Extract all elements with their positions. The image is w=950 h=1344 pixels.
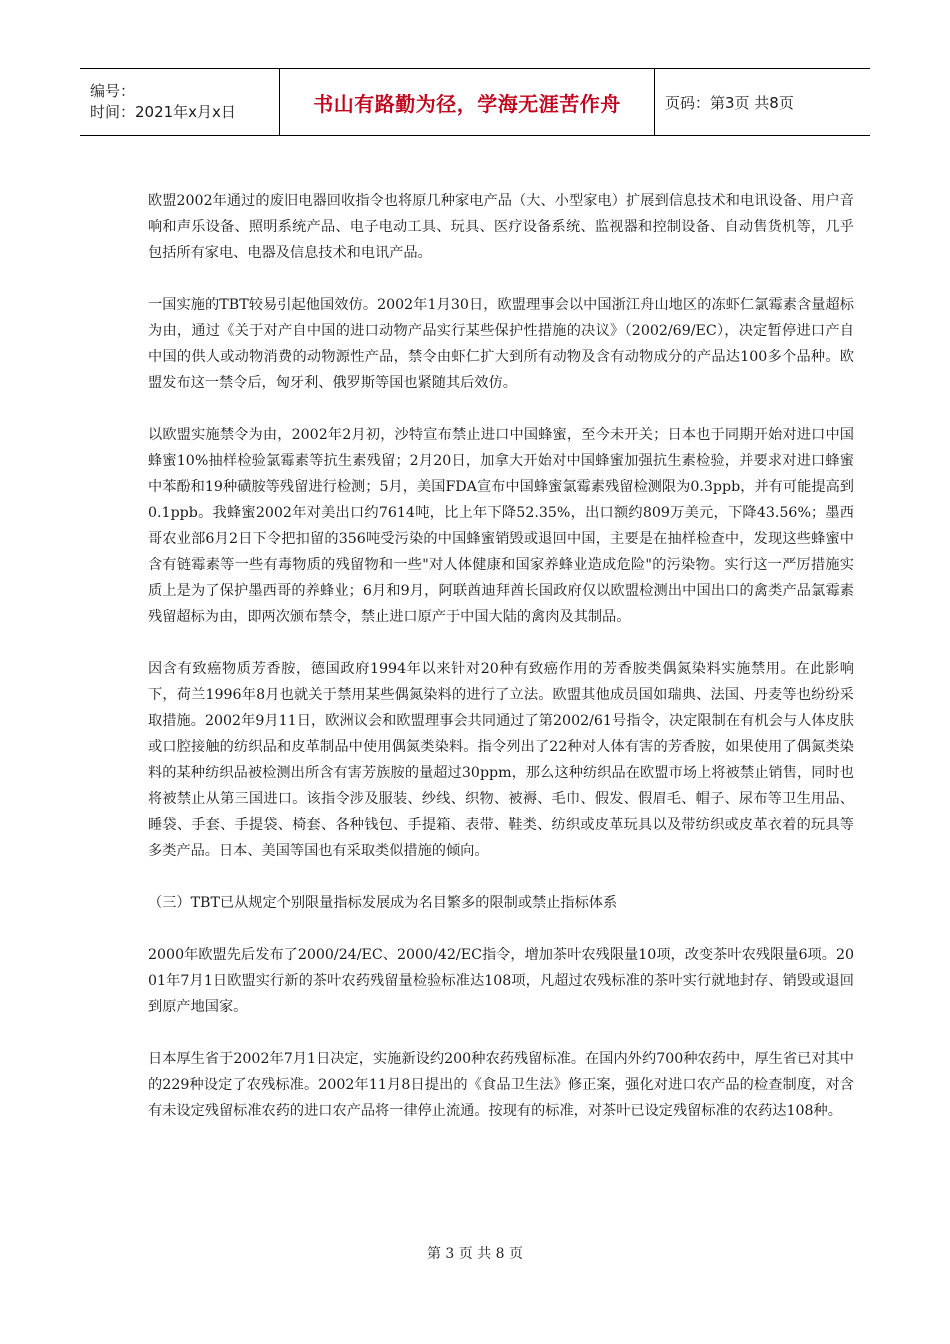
paragraph-4: 因含有致癌物质芳香胺，德国政府1994年以来针对20种有致癌作用的芳香胺类偶氮染料实施禁用。在此影响下，荷兰1996年8月也就关于禁用某些偶氮染料的进行了立法。欧盟其他成员国如瑞典、法国、丹麦等也纷纷采取措施。2002年9月11日，欧洲议会和欧盟理事会共同通过了第2002/61号指令，决定限制在有机会与人体皮肤或口腔接触的纺织品和皮革制品中使用偶氮类染料。指令列出了22种对人体有害的芳香胺，如果使用了偶氮类染料的某种纺织品被检测出所含有害芳族胺的量超过30ppm，那么这种纺织品在欧盟市场上将被禁止销售，同时也将被禁止从第三国进口。该指令涉及服装、纱线、织物、被褥、毛巾、假发、假眉毛、帽子、尿布等卫生用品、睡袋、手套、手提袋、椅套、各种钱包、手提箱、表带、鞋类、纺织或皮革玩具以及带纺织或皮革衣着的玩具等多类产品。日本、美国等国也有采取类似措施的倾向。 — [148, 661, 854, 859]
paragraph-3: 以欧盟实施禁令为由，2002年2月初，沙特宣布禁止进口中国蜂蜜，至今未开关；日本也于同期开始对进口中国蜂蜜10%抽样检验氯霉素等抗生素残留；2月20日，加拿大开始对中国蜂蜜加强抗生素检验，并要求对进口蜂蜜中苯酚和19种磺胺等残留进行检测；5月，美国FDA宣布中国蜂蜜氯霉素残留检测限为0.3ppb，并有可能提高到0.1ppb。我蜂蜜2002年对美出口约7614吨，比上年下降52.35%，出口额约809万美元，下降43.56%；墨西哥农业部6月2日下令把扣留的356吨受污染的中国蜂蜜销毁或退回中国，主要是在抽样检查中，发现这些蜂蜜中含有链霉素等一些有毒物质的残留物和一些"对人体健康和国家养蜂业造成危险"的污染物。实行这一严厉措施实质上是为了保护墨西哥的养蜂业；6月和9月，阿联酋迪拜酋长国政府仅以欧盟检测出中国出口的禽类产品氯霉素残留超标为由，即两次颁布禁令，禁止进口原产于中国大陆的禽肉及其制品。 — [148, 427, 854, 625]
page-header — [80, 68, 870, 136]
paragraph-1: 欧盟2002年通过的废旧电器回收指令也将原几种家电产品（大、小型家电）扩展到信息技术和电讯设备、用户音响和声乐设备、照明系统产品、电子电动工具、玩具、医疗设备系统、监视器和控制设备、自动售货机等，几乎包括所有家电、电器及信息技术和电讯产品。 — [148, 193, 854, 261]
document-number-label: 编号： — [90, 82, 136, 100]
header-page-info: 页码：第3页 共8页 — [665, 93, 794, 112]
paragraph-6: 日本厚生省于2002年7月1日决定，实施新设约200种农药残留标准。在国内外约700种农药中，厚生省已对其中的229种设定了农残标准。2002年11月8日提出的《食品卫生法》修正案，强化对进口农产品的检查制度，对含有未设定残留标准农药的进口农产品将一律停止流通。按现有的标准，对茶叶已设定残留标准的农药达108种。 — [148, 1051, 854, 1119]
header-meta — [80, 69, 280, 135]
page-footer: 第 3 页 共 8 页 — [426, 1246, 524, 1262]
document-date: 时间：2021年x月x日 — [90, 103, 236, 121]
paragraph-2: 一国实施的TBT较易引起他国效仿。2002年1月30日，欧盟理事会以中国浙江舟山地区的冻虾仁氯霉素含量超标为由，通过《关于对产自中国的进口动物产品实行某些保护性措施的决议》（2002/69/EC），决定暂停进口产自中国的供人或动物消费的动物源性产品，禁令由虾仁扩大到所有动物及含有动物成分的产品达100多个品种。欧盟发布这一禁令后，匈牙利、俄罗斯等国也紧随其后效仿。 — [148, 297, 854, 391]
section-heading: （三）TBT已从规定个别限量指标发展成为名目繁多的限制或禁止指标体系 — [148, 895, 618, 911]
paragraph-5: 2000年欧盟先后发布了2000/24/EC、2000/42/EC指令，增加茶叶农残限量10项，改变茶叶农残限量6项。2001年7月1日欧盟实行新的茶叶农药残留量检验标准达108项，凡超过农残标准的茶叶实行就地封存、销毁或退回到原产地国家。 — [148, 947, 854, 1015]
document-body — [148, 188, 854, 1150]
header-motto: 书山有路勤为径，学海无涯苦作舟 — [280, 69, 655, 135]
